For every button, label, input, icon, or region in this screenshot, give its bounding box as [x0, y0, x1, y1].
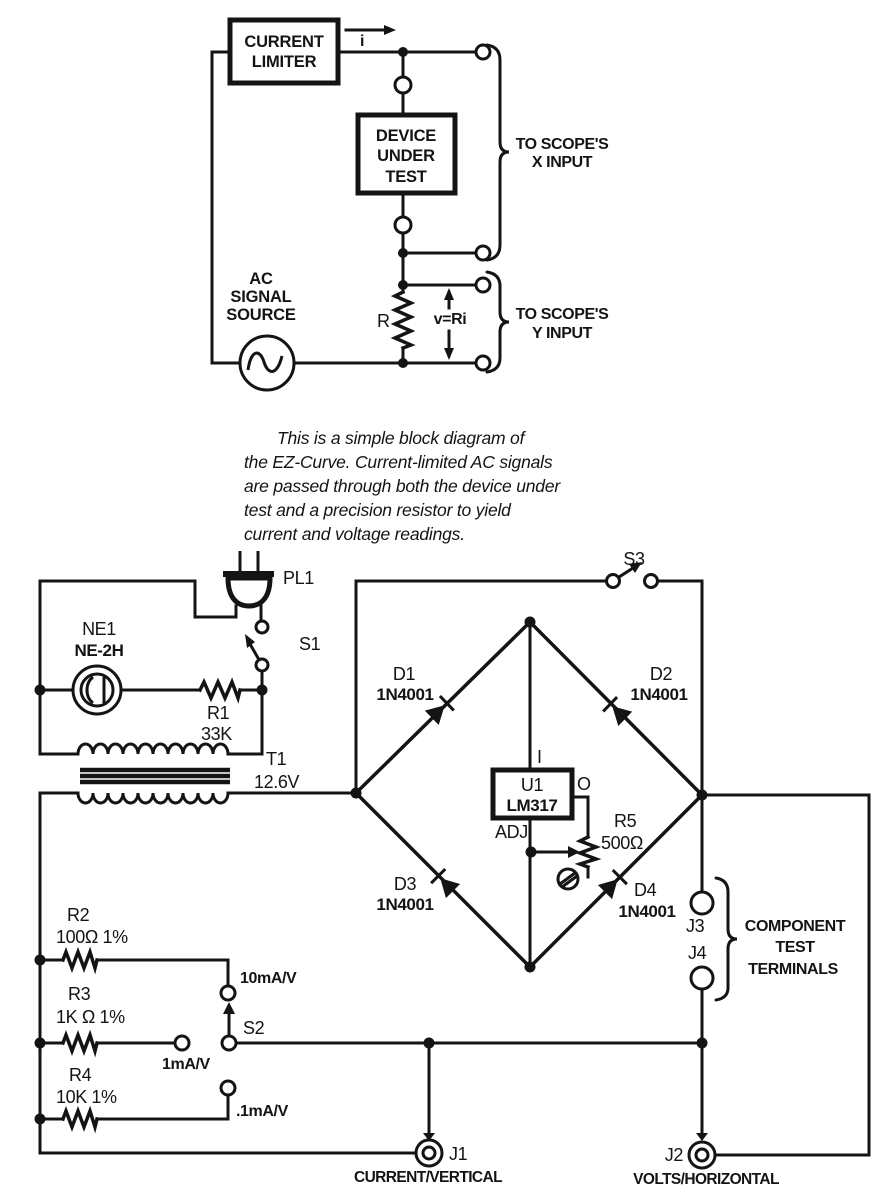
- s2-position-10ma-label: 10mA/V: [240, 970, 297, 987]
- junction-dot: [398, 358, 408, 368]
- d4-value: 1N4001: [618, 902, 676, 921]
- test-terminals-label-1: COMPONENT: [744, 918, 846, 935]
- junction-dot: [526, 847, 537, 858]
- t1-ref: T1: [266, 749, 287, 769]
- current-limiter-outline: [230, 20, 338, 83]
- j3-terminal: [691, 892, 713, 914]
- current-limiter-label-2: LIMITER: [251, 53, 317, 71]
- j3-label: J3: [686, 916, 705, 936]
- s2-contact-01ma: [221, 1081, 235, 1095]
- scope-terminal: [476, 356, 490, 370]
- s1-label: S1: [299, 634, 321, 654]
- test-terminals: [686, 878, 846, 1000]
- dut-label-1: DEVICE: [375, 127, 437, 145]
- d4-ref: D4: [634, 880, 657, 900]
- u1-pin-adj-label: ADJ: [495, 822, 528, 842]
- j1-caption: CURRENT/VERTICAL: [354, 1169, 502, 1186]
- scope-y-label-1: TO SCOPE'S: [515, 306, 609, 323]
- caption-line-2: the EZ-Curve. Current-limited AC signals: [244, 452, 553, 472]
- ac-source-label-3: SOURCE: [226, 306, 296, 324]
- j1-label: J1: [449, 1144, 468, 1164]
- r2-value: 100Ω 1%: [56, 927, 128, 947]
- u1-value: LM317: [506, 796, 558, 815]
- junction-dot: [398, 47, 408, 57]
- test-terminals-label-2: TEST: [775, 939, 815, 956]
- ac-source-label-2: SIGNAL: [230, 288, 292, 306]
- r1-zigzag: [200, 682, 240, 698]
- r1-ref: R1: [207, 703, 230, 723]
- ac-signal-source: [226, 270, 296, 390]
- resistor-r-symbol: [395, 292, 411, 348]
- d1-ref: D1: [392, 664, 416, 684]
- j2-caption: VOLTS/HORIZONTAL: [633, 1171, 779, 1188]
- transformer-t1: [40, 744, 356, 803]
- scope-terminal: [476, 45, 490, 59]
- junction-dot: [257, 685, 268, 696]
- device-under-test-box: [358, 115, 455, 193]
- wire-r2-row: [40, 960, 228, 986]
- s2-contact-1ma: [175, 1036, 189, 1050]
- current-arrow: [346, 25, 396, 50]
- switch-s2: [162, 970, 297, 1120]
- resistor-r-label: R: [377, 311, 390, 331]
- jack-j2: [633, 1133, 779, 1188]
- s2-position-01ma-label: .1mA/V: [236, 1103, 288, 1120]
- d3-value: 1N4001: [376, 895, 434, 914]
- r5-zigzag: [580, 837, 596, 867]
- jack-j1: [354, 1133, 502, 1186]
- secondary-wires: [40, 793, 869, 1155]
- wire-plug-left: [40, 581, 236, 617]
- s3-contact: [645, 575, 658, 588]
- j1-inner: [423, 1147, 435, 1159]
- j2-tip-icon: [696, 1133, 708, 1141]
- u1-pin-in-label: I: [537, 747, 542, 767]
- scope-x-label-2: X INPUT: [531, 154, 593, 171]
- dut-connector-bottom: [395, 217, 411, 233]
- main-schematic: [35, 549, 870, 1188]
- junction-dot: [525, 962, 536, 973]
- scope-terminal: [476, 278, 490, 292]
- voltage-annotation: [434, 288, 467, 360]
- current-label: i: [360, 33, 365, 50]
- j2-label: J2: [664, 1145, 683, 1165]
- d1-value: 1N4001: [376, 685, 434, 704]
- regulator-u1: [493, 747, 591, 842]
- current-limiter-label-1: CURRENT: [244, 33, 324, 51]
- r4-ref: R4: [69, 1065, 92, 1085]
- junction-dot: [351, 788, 362, 799]
- dut-connector-top: [395, 77, 411, 93]
- voltage-label: v=Ri: [433, 311, 467, 328]
- ac-plug-pl1: [223, 551, 314, 606]
- current-arrow-head: [384, 25, 396, 35]
- d2-ref: D2: [649, 664, 673, 684]
- d3-ref: D3: [393, 874, 417, 894]
- caption-line-4: test and a precision resistor to yield: [244, 500, 511, 520]
- r3-ref: R3: [68, 984, 91, 1004]
- r1-value: 33K: [201, 724, 232, 744]
- switch-s1: [245, 621, 321, 671]
- screwdriver-adjust-icon: [558, 869, 578, 889]
- caption-line-5: current and voltage readings.: [244, 524, 465, 544]
- r2-ref: R2: [67, 905, 90, 925]
- s2-arrow-head: [223, 1002, 235, 1014]
- sine-wave-icon: [248, 353, 282, 371]
- t1-primary-coil: [40, 744, 262, 754]
- s1-contact: [256, 621, 268, 633]
- dut-label-3: TEST: [385, 168, 427, 186]
- j4-label: J4: [688, 943, 707, 963]
- s1-arm: [250, 644, 258, 658]
- r5-value: 500Ω: [601, 833, 643, 853]
- r4-zigzag: [63, 1111, 97, 1127]
- resistor-r3: [56, 984, 125, 1051]
- voltage-arrow-up: [444, 288, 454, 300]
- t1-value: 12.6V: [254, 772, 300, 792]
- junction-dot: [398, 248, 408, 258]
- r2-zigzag: [63, 952, 97, 968]
- r3-zigzag: [63, 1035, 97, 1051]
- r5-ref: R5: [614, 811, 637, 831]
- j2-inner: [696, 1149, 708, 1161]
- pl1-label: PL1: [283, 568, 314, 588]
- s3-label: S3: [623, 549, 645, 569]
- r4-value: 10K 1%: [56, 1087, 117, 1107]
- ne1-ref: NE1: [82, 619, 116, 639]
- switch-s3: [607, 549, 658, 588]
- figure-caption: [244, 428, 561, 544]
- ne1-electrode-left: [87, 677, 93, 703]
- dut-label-2: UNDER: [377, 147, 435, 165]
- s3-arm: [619, 568, 633, 577]
- plug-body: [228, 578, 270, 606]
- test-terminals-label-3: TERMINALS: [748, 961, 838, 978]
- ne1-value: NE-2H: [74, 641, 124, 660]
- ac-source-label-1: AC: [249, 270, 273, 288]
- scope-terminal: [476, 246, 490, 260]
- s2-position-1ma-label: 1mA/V: [162, 1056, 210, 1073]
- voltage-arrow-down: [444, 348, 454, 360]
- caption-line-1: This is a simple block diagram of: [277, 428, 525, 448]
- junction-dot: [35, 685, 46, 696]
- resistor-r1: [200, 682, 240, 744]
- s1-contact: [256, 659, 268, 671]
- t1-secondary-coil: [40, 793, 356, 803]
- r3-value: 1K Ω 1%: [56, 1007, 125, 1027]
- scope-x-brace: [487, 45, 509, 260]
- junction-dot: [525, 617, 536, 628]
- scope-x-label-1: TO SCOPE'S: [515, 136, 609, 153]
- j4-terminal: [691, 967, 713, 989]
- current-limiter-box: [230, 20, 338, 83]
- u1-pin-out-label: O: [577, 774, 591, 794]
- scope-y-label-2: Y INPUT: [531, 325, 593, 342]
- d2-value: 1N4001: [630, 685, 688, 704]
- s2-contact-10ma: [221, 986, 235, 1000]
- s2-common: [222, 1036, 236, 1050]
- terminals-brace: [716, 878, 737, 1000]
- s2-label: S2: [243, 1018, 265, 1038]
- neon-lamp-ne1: [73, 619, 124, 714]
- u1-ref: U1: [520, 775, 544, 795]
- junction-dot: [398, 280, 408, 290]
- block-diagram: [212, 20, 609, 390]
- caption-line-3: are passed through both the device under: [244, 476, 560, 496]
